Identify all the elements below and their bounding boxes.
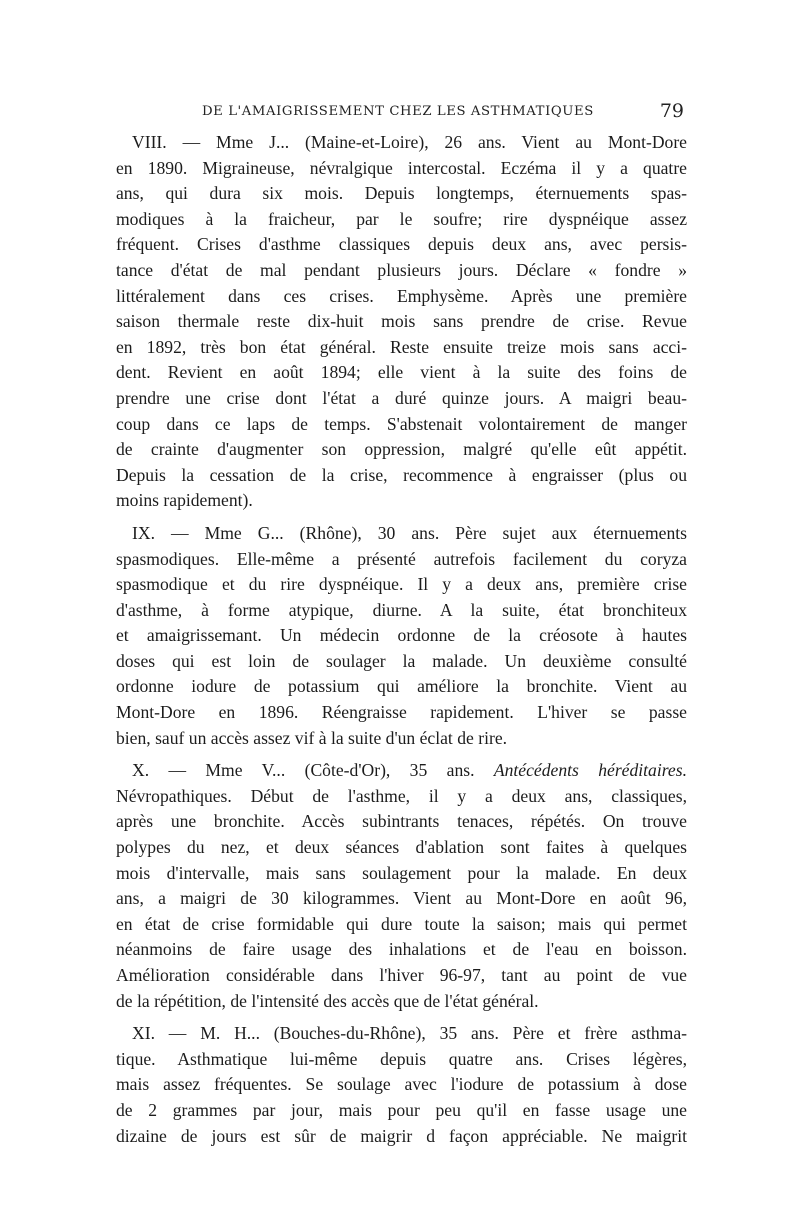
text-line: doses qui est loin de soulager la malade. Un deuxième consulté	[116, 650, 687, 671]
text-line: prendre une crise dont l'état a duré quinze jours. A maigri beau-	[116, 387, 687, 408]
text-line: en 1890. Migraineuse, névralgique intercostal. Eczéma il y a quatre	[116, 157, 687, 178]
text-line: XI. — M. H... (Bouches-du-Rhône), 35 ans. Père et frère asthma-	[132, 1023, 687, 1044]
text-line: mais assez fréquentes. Se soulage avec l'iodure de potassium à dose	[116, 1074, 687, 1095]
text-line: dizaine de jours est sûr de maigrir d façon appréciable. Ne maigrit	[116, 1125, 687, 1146]
text-line: fréquent. Crises d'asthme classiques depuis deux ans, avec persis-	[116, 234, 687, 255]
text-line: en 1892, très bon état général. Reste ensuite treize mois sans acci-	[116, 336, 687, 357]
text-line: tique. Asthmatique lui-même depuis quatre ans. Crises légères,	[116, 1048, 687, 1069]
running-title: DE L'AMAIGRISSEMENT CHEZ LES ASTHMATIQUES	[202, 104, 594, 119]
text-line: ans, qui dura six mois. Depuis longtemps, éternuements spas-	[116, 183, 687, 204]
text-line: de crainte d'augmenter son oppression, malgré qu'elle eût appétit.	[116, 439, 687, 460]
text-line: Depuis la cessation de la crise, recommence à engraisser (plus ou	[116, 464, 687, 485]
text-line: coup dans ce laps de temps. S'abstenait volontairement de manger	[116, 413, 687, 434]
text-line: IX. — Mme G... (Rhône), 30 ans. Père sujet aux éternuements	[132, 522, 687, 543]
case-paragraph-x	[116, 758, 687, 1014]
case-paragraph-ix	[116, 521, 687, 751]
text-line: mois d'intervalle, mais sans soulagement pour la malade. En deux	[116, 862, 687, 883]
text-line: ans, a maigri de 30 kilogrammes. Vient au Mont-Dore en août 96,	[116, 888, 687, 909]
case-paragraph-viii	[116, 130, 687, 514]
text-line: après une bronchite. Accès subintrants tenaces, répétés. On trouve	[116, 811, 687, 832]
text-line: Mont-Dore en 1896. Réengraisse rapidement. L'hiver se passe	[116, 702, 687, 723]
text-line: de la répétition, de l'intensité des accès que de l'état général.	[116, 990, 539, 1011]
text-line: néanmoins de faire usage des inhalations et de l'eau en boisson.	[116, 939, 687, 960]
line-start: X. — Mme V... (Côte-d'Or), 35 ans.	[132, 760, 475, 781]
text-line: polypes du nez, et deux séances d'ablation sont faites à quelques	[116, 837, 687, 858]
text-line	[116, 758, 687, 784]
case-paragraph-xi	[116, 1021, 687, 1149]
text-line: ordonne iodure de potassium qui améliore la bronchite. Vient au	[116, 676, 687, 697]
text-line: VIII. — Mme J... (Maine-et-Loire), 26 ans. Vient au Mont-Dore	[132, 132, 687, 152]
text-line: en état de crise formidable qui dure toute la saison; mais qui permet	[116, 913, 687, 934]
text-line: dent. Revient en août 1894; elle vient à la suite des foins de	[116, 362, 687, 383]
running-head	[116, 100, 686, 124]
text-line: Névropathiques. Début de l'asthme, il y a deux ans, classiques,	[116, 785, 687, 806]
text-line: modiques à la fraicheur, par le soufre; rire dyspnéique assez	[116, 208, 687, 229]
text-line: littéralement dans ces crises. Emphysème. Après une première	[116, 285, 687, 306]
text-line: Amélioration considérable dans l'hiver 96-97, tant au point de vue	[116, 965, 687, 985]
italic-phrase: Antécédents héréditaires.	[493, 760, 687, 781]
text-line: spasmodique et du rire dyspnéique. Il y a deux ans, première crise	[116, 574, 687, 595]
page-number: 79	[659, 100, 684, 122]
text-line: d'asthme, à forme atypique, diurne. A la suite, état bronchiteux	[116, 599, 687, 620]
text-line: et amaigrissemant. Un médecin ordonne de la créosote à hautes	[116, 625, 687, 646]
body-text	[116, 130, 687, 1156]
text-line: bien, sauf un accès assez vif à la suite d'un éclat de rire.	[116, 727, 508, 748]
text-line: moins rapidement).	[116, 490, 253, 511]
text-line: saison thermale reste dix-huit mois sans prendre de crise. Revue	[116, 311, 687, 332]
text-line: de 2 grammes par jour, mais pour peu qu'il en fasse usage une	[116, 1099, 687, 1120]
text-line: spasmodiques. Elle-même a présenté autrefois facilement du coryza	[116, 548, 687, 569]
text-line: tance d'état de mal pendant plusieurs jours. Déclare « fondre »	[116, 259, 687, 280]
